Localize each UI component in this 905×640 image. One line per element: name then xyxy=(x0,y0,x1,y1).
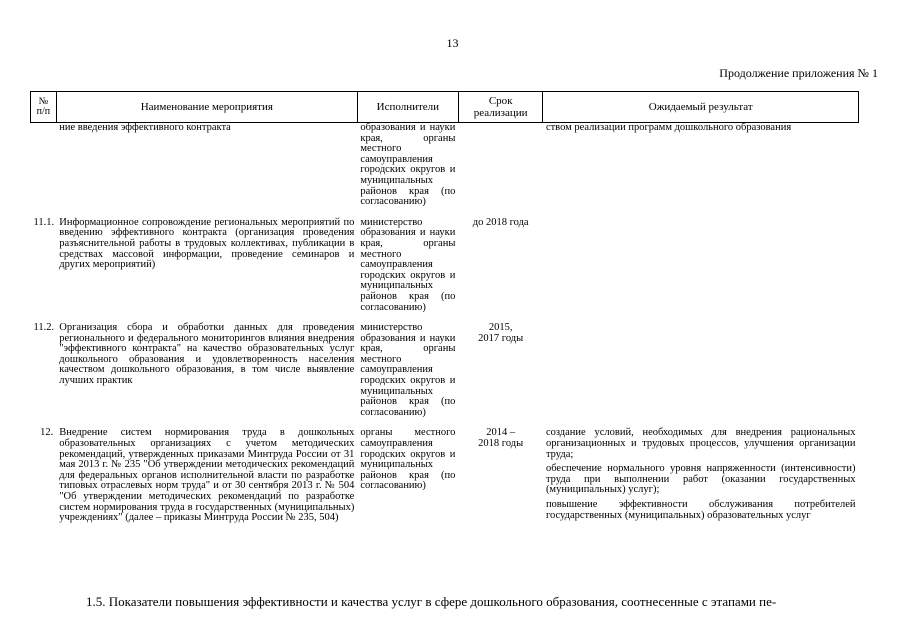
row-term xyxy=(458,123,543,208)
row-term: до 2018 года xyxy=(472,216,529,228)
result-item: повышение эффективности обслуживания потребителей государственных (муниципальных) образовательных услуг xyxy=(545,499,856,521)
result-item: ством реализации программ дошкольного образования xyxy=(545,122,792,133)
table-row xyxy=(31,123,859,208)
header-executors: Исполнители xyxy=(357,92,458,123)
measures-table xyxy=(30,91,859,525)
row-number: 12. xyxy=(40,427,54,439)
row-expected-result xyxy=(543,313,859,418)
row-executors: органы местного самоуправления городских округов и муниципальных районов края (по согласованию) xyxy=(360,427,456,492)
header-num: № п/п xyxy=(31,92,57,123)
row-number xyxy=(31,123,57,208)
row-measure-name: Внедрение систем нормирования труда в дошкольных образовательных организациях с учетом методических рекомендаций, утвержденных приказами Минтруда России от 31 мая 2013 г. № 235 "Об утверждении методических рекомендаций для федеральных органов исполнительной власти по разработке типовых отраслевых норм труда" и от 30 сентября 2013 г. № 504 "Об утверждении методических рекомендаций по разработке систем нормирования труда в государственных (муниципальных) учреждениях" (далее – приказы Минтруда России № 235, 504) xyxy=(59,427,355,524)
table-row xyxy=(31,418,859,525)
row-expected-result xyxy=(543,208,859,313)
row-measure-name: Информационное сопровождение региональных мероприятий по введению эффективного контракта (организация проведения разъяснительной работы в трудовых коллективах, публикации в средствах массовой информации, проведение семинаров и других мероприятий) xyxy=(59,216,355,271)
result-item: создание условий, необходимых для внедрения рациональных организационных и трудовых процессов, улучшения организации труда; xyxy=(545,427,856,460)
row-executors: министерство образования и науки края, органы местного самоуправления городских округов и муниципальных районов края (по согласованию) xyxy=(360,216,456,313)
page-number: 13 xyxy=(446,36,459,50)
table-header-row xyxy=(31,92,859,123)
row-term: 2015, 2017 годы xyxy=(478,322,524,344)
header-term: Срок реализации xyxy=(458,92,543,123)
continuation-label: Продолжение приложения № 1 xyxy=(719,66,878,80)
row-measure-name: Организация сбора и обработки данных для проведения регионального и федерального мониторингов влияния внедрения "эффективного контракта" на качество образовательных услуг дошкольного образования и удовлетворенность населения качеством дошкольного образования, в том числе выявление лучших практик xyxy=(59,322,355,387)
table-row xyxy=(31,208,859,313)
row-executors: образования и науки края, органы местного самоуправления городских округов и муниципальных районов края (по согласованию) xyxy=(360,122,456,208)
section-heading: 1.5. Показатели повышения эффективности и качества услуг в сфере дошкольного образования, соотнесенные с этапами пе- xyxy=(86,594,777,609)
table-row xyxy=(31,313,859,418)
header-result: Ожидаемый результат xyxy=(543,92,859,123)
row-expected-result xyxy=(543,123,859,208)
row-number: 11.1. xyxy=(33,216,55,228)
row-number: 11.2. xyxy=(33,322,55,334)
row-expected-result xyxy=(543,418,859,525)
header-name: Наименование мероприятия xyxy=(56,92,357,123)
row-term: 2014 – 2018 годы xyxy=(478,427,524,450)
result-item: обеспечение нормального уровня напряженности (интенсивности) труда при выполнении работ (оказании государственных (муниципальных) услуг); xyxy=(545,463,856,496)
row-executors: министерство образования и науки края, органы местного самоуправления городских округов и муниципальных районов края (по согласованию) xyxy=(360,322,456,418)
row-measure-name: ние введения эффективного контракта xyxy=(59,122,231,133)
